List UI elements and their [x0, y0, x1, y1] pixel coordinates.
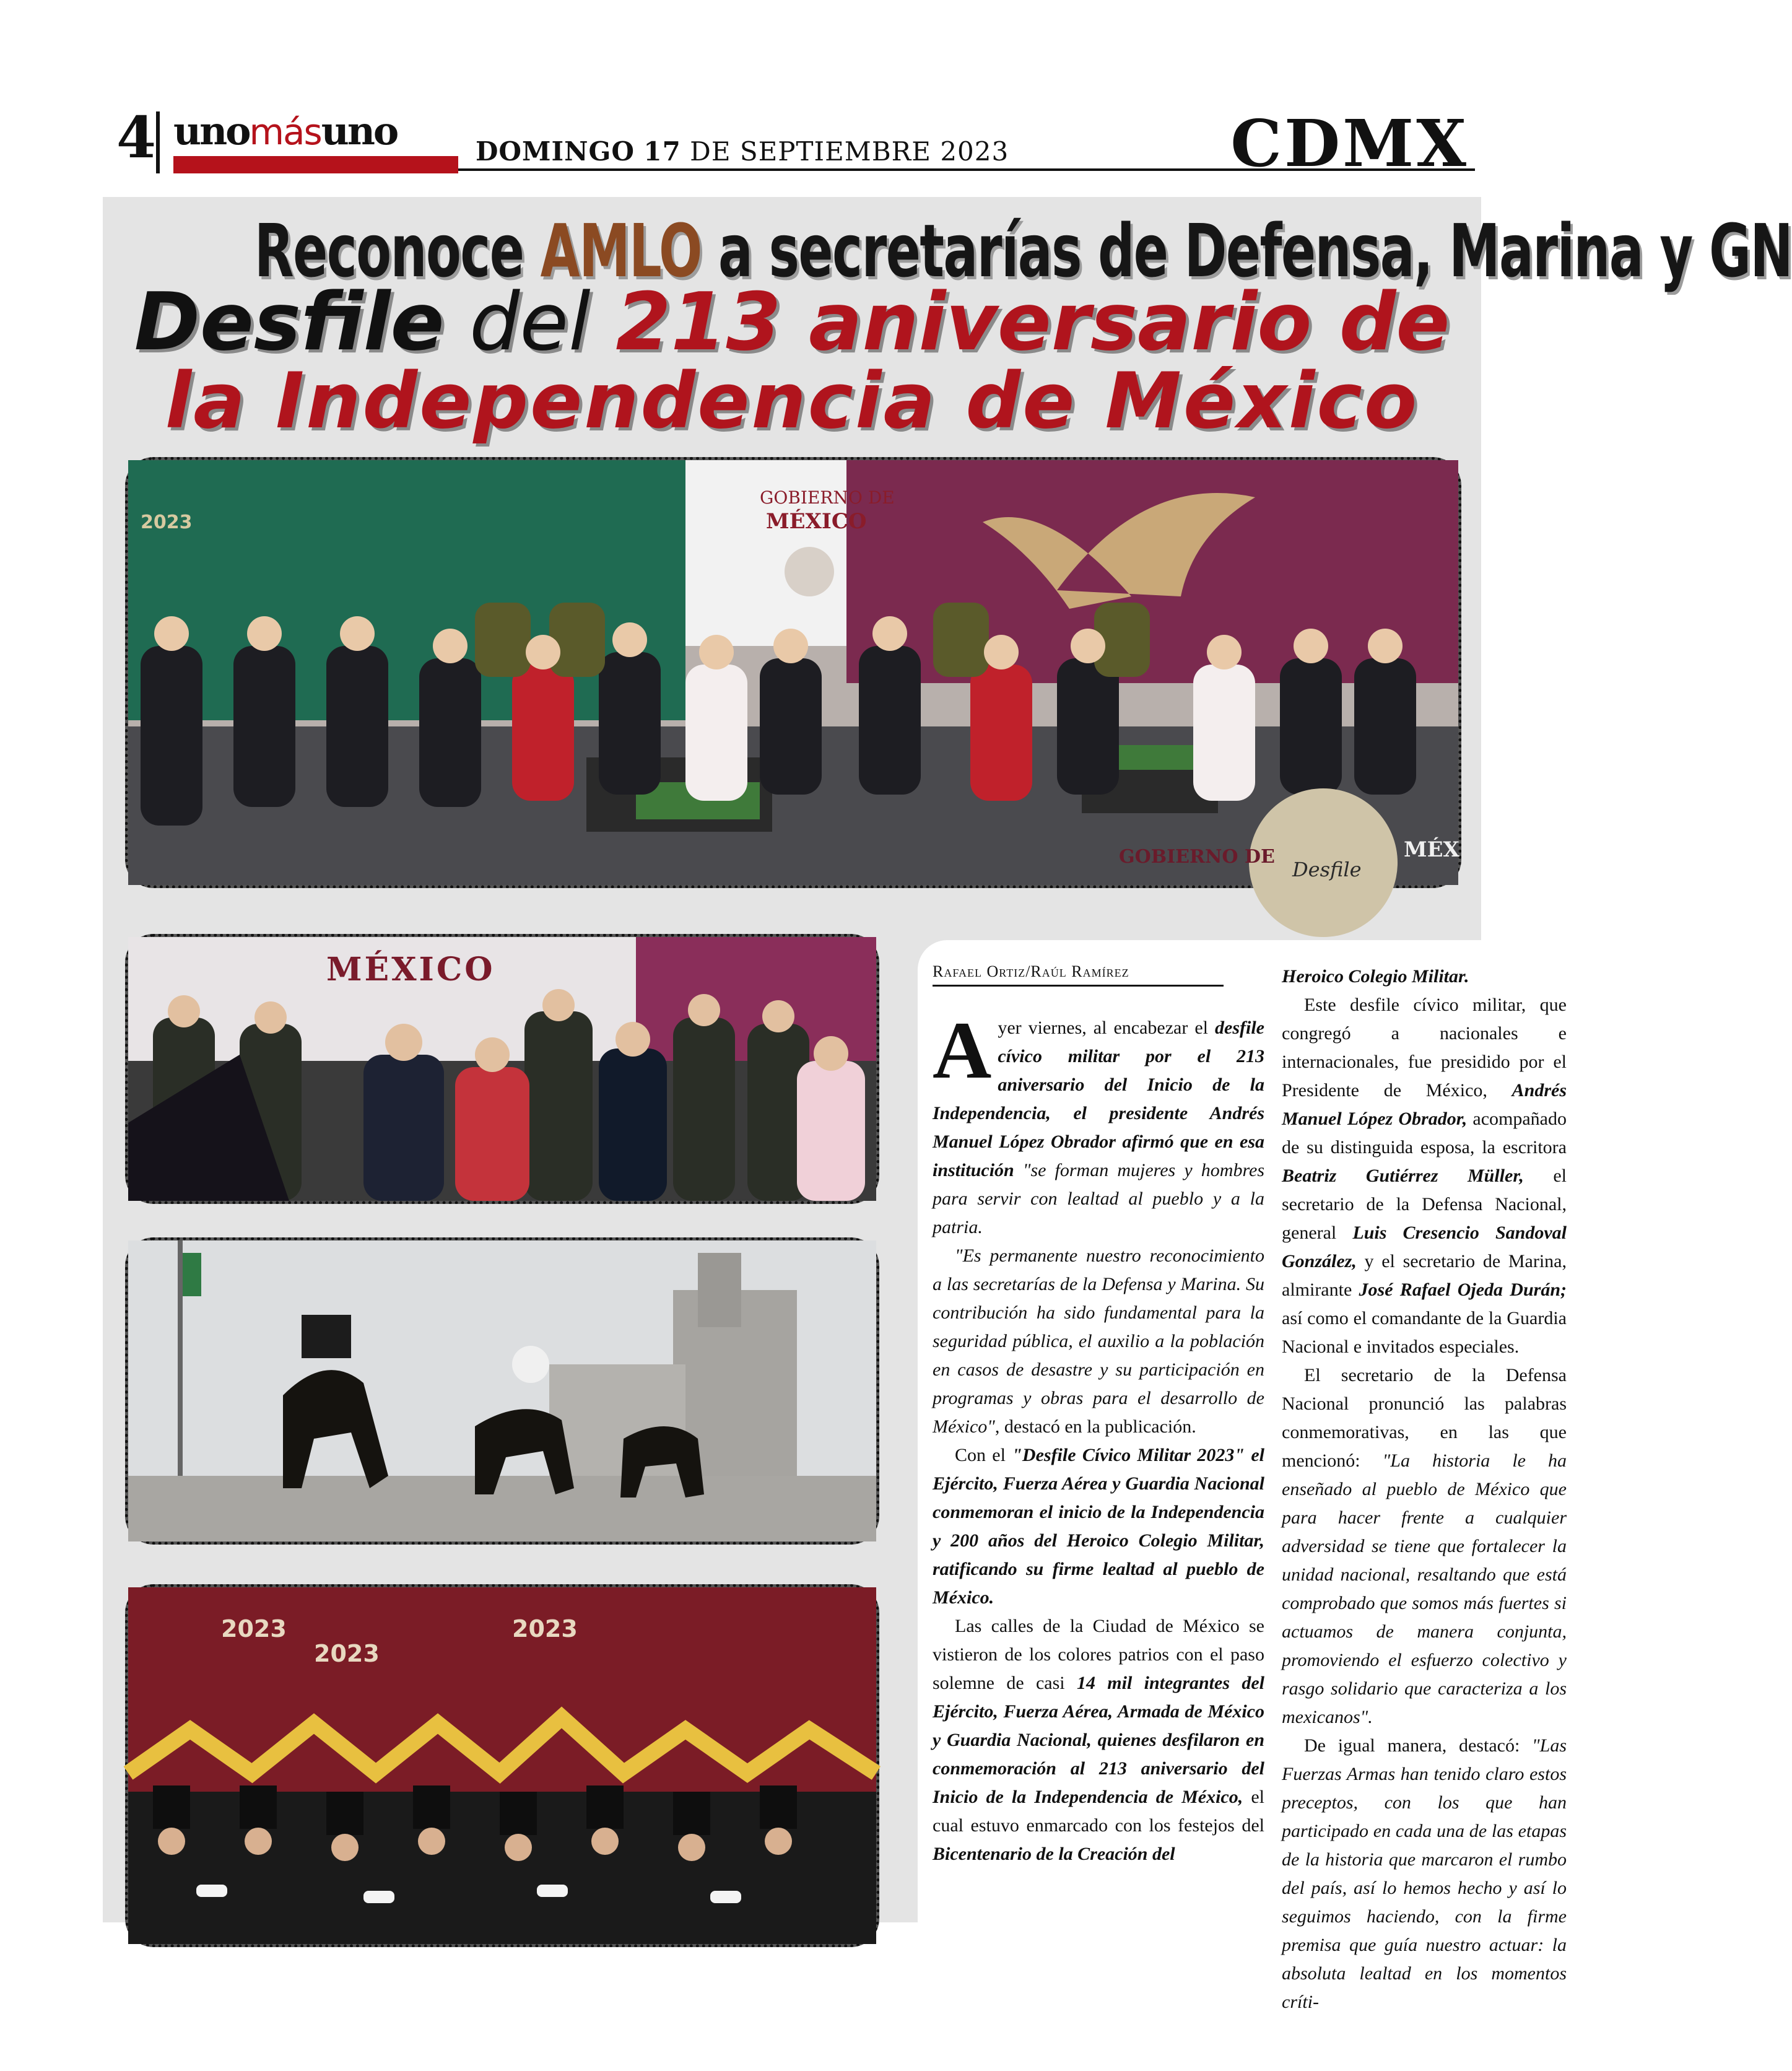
photo-year-text: 2023 [141, 512, 193, 533]
paragraph-5: Heroico Colegio Militar. [1282, 966, 1469, 987]
photo-officials-stand [125, 457, 1461, 888]
drop-cap: A [933, 1005, 992, 1096]
paragraph-6: Este desfile cívico militar, que congregó a nacionales e internacionales, fue presidido por el Presidente de México, Andrés Manuel López Obrador, acompañado de su distinguida esposa, la escritora Beatriz Gutiérrez Müller, el secretario de la Defensa Nacional, general Luis Cresencio Sandoval González, y el secretario de Marina, almirante José Rafael Ojeda Durán; así como el comandante de la Guardia Nacional e invitados especiales. [1282, 995, 1567, 1357]
corner-text-2: Desfile [1292, 858, 1362, 881]
article-frame [103, 197, 1792, 2012]
issue-date: DOMINGO 17 DE SEPTIEMBRE 2023 [476, 136, 1009, 167]
photo-cadets-marching [125, 1584, 879, 1947]
paragraph-4: Las calles de la Ciudad de México se vistieron de los colores patrios con el paso solemne de casi 14 mil integrantes del Ejército, Fuerza Aérea, Armada de México y Guardia Nacional, quienes desfilaron en conmemoración al 213 aniversario del Inicio de la Independencia de México, el cual estuvo enmarcado con los festejos del Bicentenario de la Creación del [933, 1616, 1265, 1864]
headline-line-2: la Independencia de México [165, 357, 1419, 446]
banner-text-2: MÉXICO [766, 509, 867, 534]
logo-red-bar [173, 156, 458, 173]
masthead [104, 104, 1475, 181]
section-title: CDMX [1230, 105, 1469, 181]
paragraph-2: "Es permanente nuestro reconocimiento a las secretarías de la Defensa y Marina. Su contribución ha sido fundamental para la seguridad pública, el auxilio a la población en casos de desastre y su participación en programas y obras para el desarrollo de México", destacó en la publicación. [933, 1245, 1264, 1437]
paragraph-3: Con el "Desfile Cívico Militar 2023" el Ejército, Fuerza Aérea y Guardia Nacional conmemoran el inicio de la Independencia y 200 años del Heroico Colegio Militar, ratificando su firme lealtad al pueblo de México. [933, 1445, 1264, 1608]
paragraph-7: El secretario de la Defensa Nacional pronunció las palabras conmemorativas, en las que mencionó: "La historia le ha enseñado al pueblo de México que para hacer frente a cualquier adversidad se tiene que fortalecer la unidad nacional, resaltando que está comprobado que somos más fuertes si actuamos de manera conjunta, promoviendo el esfuerzo colectivo y rasgo solidario que caracteriza a los mexicanos". [1282, 1365, 1567, 1727]
photo-officials-stand-image [128, 460, 1458, 885]
photo-year-text-3: 2023 [512, 1615, 578, 1642]
headline-kicker: Reconoce AMLO a secretarías de Defensa, Marina y GN [254, 208, 1792, 294]
newspaper-logo: unomásuno [173, 108, 398, 154]
banner-text-1: GOBIERNO DE [760, 487, 895, 508]
paragraph-8: De igual manera, destacó: "Las Fuerzas Armas han tenido claro estos preceptos, con los que han participado en cada una de las etapas de la historia que marcaron el rumbo del país, así lo hemos hecho y así lo seguimos haciendo, con la firme premisa que guía nuestro actuar: la absoluta lealtad en los momentos críti- [1282, 1735, 1567, 2012]
masthead-divider [156, 111, 160, 173]
corner-text-1: GOBIERNO DE [1119, 846, 1275, 868]
paragraph-1: Ayer viernes, al encabezar el desfile cívico militar por el 213 aniversario del Inicio de la Independencia, el presidente Andrés Manuel López Obrador afirmó que en esa institución "se forman mujeres y hombres para servir con lealtad al pueblo y a la patria. [933, 1005, 1264, 1237]
photo-cavalry-zocalo-image [128, 1240, 876, 1541]
article-byline: Rafael Ortiz/Raúl Ramírez [933, 962, 1224, 987]
article-text-box [918, 940, 1583, 2071]
photo-cavalry-zocalo [125, 1237, 879, 1545]
page-number: 4 [116, 104, 157, 171]
photo-president-waving [125, 934, 879, 1204]
headline-line-1: Desfile del 213 aniversario de [134, 276, 1450, 368]
corner-text-3: MÉX [1404, 837, 1459, 862]
photo-cadets-marching-image [128, 1587, 876, 1944]
photo-president-waving-image [128, 937, 876, 1201]
article-column-2 [1282, 962, 1567, 2016]
photo-year-text-1: 2023 [221, 1615, 287, 1642]
article-column-1 [933, 962, 1264, 1868]
photo-year-text-2: 2023 [314, 1640, 380, 1667]
banner-text-mexico: MÉXICO [326, 951, 495, 988]
